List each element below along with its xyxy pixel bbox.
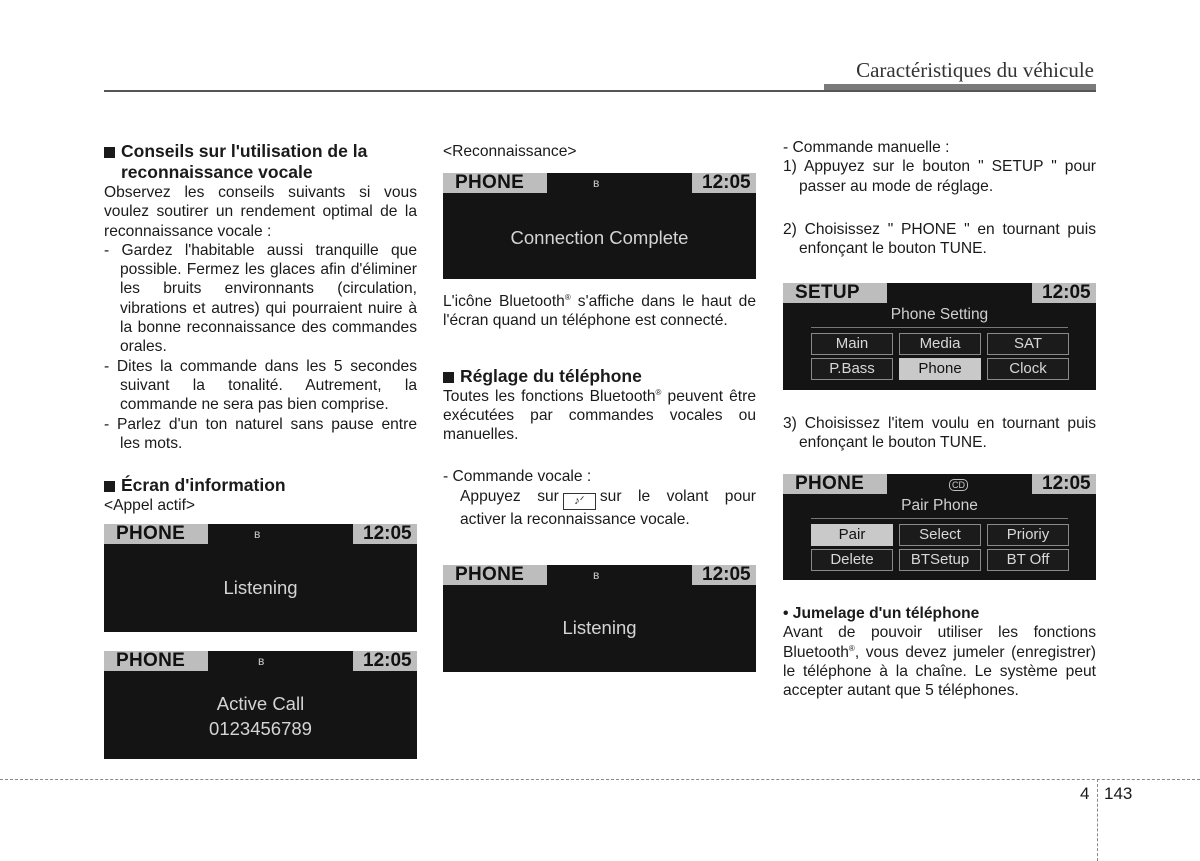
section-heading-phone-setup: Réglage du téléphone xyxy=(443,366,756,387)
menu-title: Phone Setting xyxy=(890,306,989,323)
column-2-top xyxy=(443,142,756,161)
paragraph-bt-functions: Toutes les fonctions Bluetooth® peuvent être exécutées par commandes vocales ou manuelles. xyxy=(443,387,756,444)
pair-button-priority[interactable]: Prioriy xyxy=(987,524,1069,546)
screen-clock: 12:05 xyxy=(692,565,756,585)
subheading-pairing: • Jumelage d'un téléphone xyxy=(783,605,980,622)
screen-message: Active Call xyxy=(216,693,305,714)
cd-icon: CD xyxy=(949,479,968,491)
voice-command-text: Appuyez sur ♪ᐟ sur le volant pour activer la reconnaissance vocale. xyxy=(460,487,756,528)
screen-title: PHONE xyxy=(104,524,208,544)
pair-button-btoff[interactable]: BT Off xyxy=(987,549,1069,571)
bullet-quiet-cabin: - Gardez l'habitable aussi tranquille que possible. Fermez les glaces afin d'éliminer les bruits environnants (circulation, vibrations et autres) qui pourraient nuire à la bonne reconnaissance des commandes orales. xyxy=(104,241,417,356)
footer-dashed-rule xyxy=(0,779,1200,780)
bluetooth-icon: ʙ xyxy=(258,654,265,668)
screen-title: PHONE xyxy=(443,173,547,193)
screen-listening-1 xyxy=(104,524,417,632)
header-rule xyxy=(104,90,1096,92)
column-3-top xyxy=(783,138,1096,258)
screen-pair-phone xyxy=(783,474,1096,580)
square-bullet-icon xyxy=(104,481,115,492)
screen-title: SETUP xyxy=(783,283,887,303)
screen-clock: 12:05 xyxy=(353,524,417,544)
section-heading-info-screen: Écran d'information xyxy=(104,475,417,496)
section-number: 4 xyxy=(1080,784,1090,803)
subheading-recognition: <Reconnaissance> xyxy=(443,143,577,160)
paragraph-bt-icon: L'icône Bluetooth® s'affiche dans le haut de l'écran quand un téléphone est connecté. xyxy=(443,292,756,330)
pair-button-pair[interactable]: Pair xyxy=(811,524,893,546)
screen-clock: 12:05 xyxy=(692,173,756,193)
step-2: 2) Choisissez " PHONE " en tournant puis enfonçant le bouton TUNE. xyxy=(783,220,1096,258)
setup-button-pbass[interactable]: P.Bass xyxy=(811,358,893,380)
step-1: 1) Appuyez sur le bouton " SETUP " pour passer au mode de réglage. xyxy=(783,158,1096,195)
screen-clock: 12:05 xyxy=(1032,283,1096,303)
bluetooth-icon: ʙ xyxy=(593,568,600,582)
bluetooth-icon: ʙ xyxy=(254,527,261,541)
footer-dashed-divider xyxy=(1097,779,1098,861)
setup-button-phone[interactable]: Phone xyxy=(899,358,981,380)
screen-message: Listening xyxy=(223,577,298,598)
pair-button-btsetup[interactable]: BTSetup xyxy=(899,549,981,571)
menu-divider xyxy=(811,518,1068,519)
manual-command-label: - Commande manuelle : xyxy=(783,139,950,156)
screen-message: Connection Complete xyxy=(510,227,689,248)
screen-title: PHONE xyxy=(104,651,208,671)
page-header-title: Caractéristiques du véhicule xyxy=(856,58,1094,82)
bluetooth-icon: ʙ xyxy=(593,176,600,190)
voice-button-icon: ♪ᐟ xyxy=(563,493,596,510)
column-3-mid xyxy=(783,414,1096,453)
menu-divider xyxy=(811,327,1068,328)
voice-command-label: - Commande vocale : xyxy=(443,468,592,486)
setup-button-clock[interactable]: Clock xyxy=(987,358,1069,380)
paragraph-pairing: Avant de pouvoir utiliser les fonctions Bluetooth®, vous devez jumeler (enregistrer) le téléphone à la chaîne. Le système peut accepter autant que 5 téléphones. xyxy=(783,624,1096,700)
column-1 xyxy=(104,141,417,515)
pair-button-select[interactable]: Select xyxy=(899,524,981,546)
screen-phone-number: 0123456789 xyxy=(209,718,312,739)
square-bullet-icon xyxy=(104,147,115,158)
screen-setup xyxy=(783,283,1096,390)
section-heading-voice-tips: Conseils sur l'utilisation de la reconnaissance vocale xyxy=(104,141,417,183)
subheading-active-call: <Appel actif> xyxy=(104,497,196,515)
setup-button-main[interactable]: Main xyxy=(811,333,893,355)
screen-clock: 12:05 xyxy=(1032,474,1096,494)
menu-title: Pair Phone xyxy=(901,497,978,514)
bullet-natural-tone: - Parlez d'un ton naturel sans pause entre les mots. xyxy=(104,415,417,452)
screen-connection-complete xyxy=(443,173,756,279)
screen-message: Listening xyxy=(562,617,637,638)
column-3-bottom xyxy=(783,604,1096,700)
screen-title: PHONE xyxy=(783,474,887,494)
page-number: 143 xyxy=(1104,784,1133,803)
step-3: 3) Choisissez l'item voulu en tournant puis enfonçant le bouton TUNE. xyxy=(783,415,1096,452)
screen-listening-2 xyxy=(443,565,756,672)
pair-button-delete[interactable]: Delete xyxy=(811,549,893,571)
setup-button-media[interactable]: Media xyxy=(899,333,981,355)
paragraph-intro: Observez les conseils suivants si vous voulez soutirer un rendement optimal de la reconnaissance vocale : xyxy=(104,184,417,240)
setup-button-sat[interactable]: SAT xyxy=(987,333,1069,355)
square-bullet-icon xyxy=(443,372,454,383)
column-2-mid xyxy=(443,292,756,529)
screen-clock: 12:05 xyxy=(353,651,417,671)
screen-active-call xyxy=(104,651,417,759)
bullet-five-seconds: - Dites la commande dans les 5 secondes suivant la tonalité. Autrement, la commande ne sera pas bien comprise. xyxy=(104,357,417,414)
screen-title: PHONE xyxy=(443,565,547,585)
